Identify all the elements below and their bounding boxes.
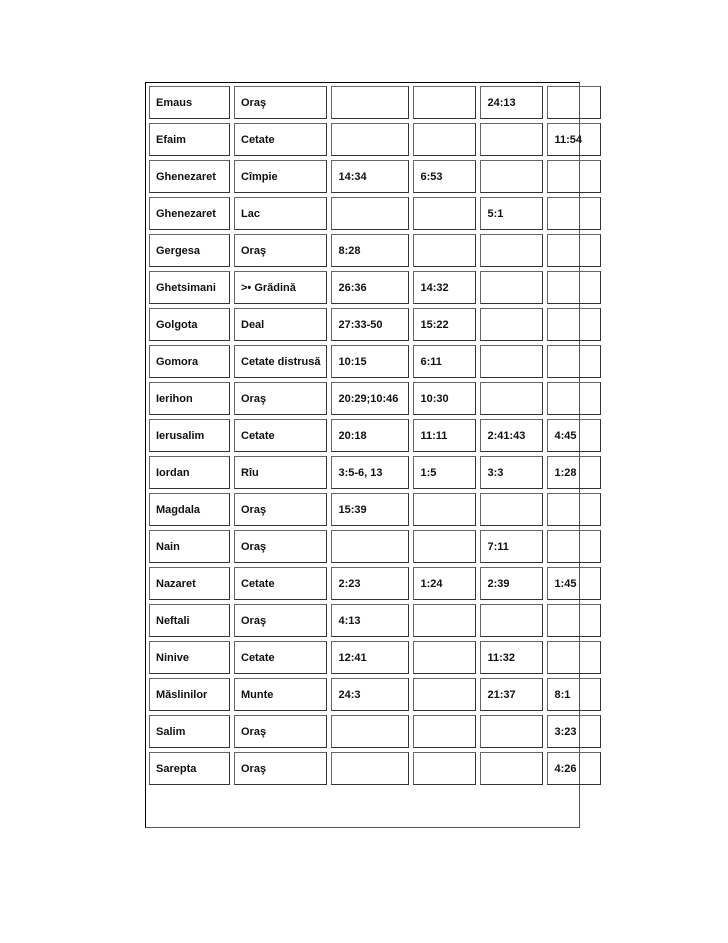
cell-ref-matei: 15:39 (331, 493, 409, 526)
cell-ref-matei: 8:28 (331, 234, 409, 267)
cell-place-type: Oraş (234, 752, 327, 785)
cell-place-name: Măslinilor (149, 678, 230, 711)
cell-ref-matei (331, 123, 409, 156)
table-row (149, 271, 601, 304)
cell-ref-marcu (413, 197, 476, 230)
cell-ref-marcu: 1:5 (413, 456, 476, 489)
cell-ref-marcu (413, 86, 476, 119)
cell-place-name: Ghenezaret (149, 197, 230, 230)
cell-ref-ioan: 3:23 (547, 715, 601, 748)
table-row (149, 308, 601, 341)
table-row (149, 123, 601, 156)
cell-place-type: Cetate (234, 419, 327, 452)
cell-ref-matei: 12:41 (331, 641, 409, 674)
cell-ref-luca (480, 271, 543, 304)
cell-place-name: Iordan (149, 456, 230, 489)
cell-place-type: Munte (234, 678, 327, 711)
cell-ref-matei: 2:23 (331, 567, 409, 600)
cell-place-type: Oraş (234, 530, 327, 563)
cell-ref-marcu (413, 123, 476, 156)
cell-ref-ioan (547, 234, 601, 267)
cell-ref-ioan (547, 308, 601, 341)
cell-place-name: Efaim (149, 123, 230, 156)
cell-ref-marcu (413, 715, 476, 748)
cell-ref-matei (331, 86, 409, 119)
cell-ref-matei: 10:15 (331, 345, 409, 378)
cell-place-type: Oraş (234, 382, 327, 415)
table-row (149, 567, 601, 600)
cell-place-type: Oraş (234, 86, 327, 119)
table-row (149, 678, 601, 711)
cell-place-name: Nain (149, 530, 230, 563)
cell-ref-matei: 20:29;10:46 (331, 382, 409, 415)
table-row (149, 752, 601, 785)
cell-ref-marcu: 1:24 (413, 567, 476, 600)
cell-ref-marcu (413, 234, 476, 267)
cell-ref-ioan (547, 345, 601, 378)
table-row (149, 197, 601, 230)
cell-ref-matei: 20:18 (331, 419, 409, 452)
cell-ref-luca: 2:41:43 (480, 419, 543, 452)
cell-ref-luca (480, 308, 543, 341)
cell-ref-matei: 24:3 (331, 678, 409, 711)
cell-ref-marcu: 14:32 (413, 271, 476, 304)
cell-ref-luca (480, 493, 543, 526)
cell-ref-matei: 26:36 (331, 271, 409, 304)
cell-ref-luca (480, 160, 543, 193)
cell-ref-ioan (547, 530, 601, 563)
places-table (145, 82, 605, 789)
cell-place-type: Cetate (234, 123, 327, 156)
cell-place-name: Ghenezaret (149, 160, 230, 193)
table-row (149, 419, 601, 452)
cell-place-type: Cetate (234, 567, 327, 600)
cell-ref-luca: 24:13 (480, 86, 543, 119)
cell-place-type: Cîmpie (234, 160, 327, 193)
cell-ref-matei: 4:13 (331, 604, 409, 637)
cell-ref-luca (480, 123, 543, 156)
table-row (149, 382, 601, 415)
table-row (149, 493, 601, 526)
cell-ref-ioan: 4:45 (547, 419, 601, 452)
table-row (149, 345, 601, 378)
places-table-body (149, 86, 601, 785)
cell-ref-matei (331, 530, 409, 563)
table-row (149, 604, 601, 637)
cell-place-type: Oraş (234, 493, 327, 526)
cell-place-name: Ierusalim (149, 419, 230, 452)
cell-place-name: Gomora (149, 345, 230, 378)
cell-ref-matei: 14:34 (331, 160, 409, 193)
cell-place-type: Cetate (234, 641, 327, 674)
cell-place-name: Golgota (149, 308, 230, 341)
cell-ref-matei (331, 752, 409, 785)
cell-ref-ioan (547, 197, 601, 230)
cell-ref-marcu: 11:11 (413, 419, 476, 452)
cell-ref-matei: 3:5-6, 13 (331, 456, 409, 489)
cell-place-name: Neftali (149, 604, 230, 637)
cell-ref-ioan (547, 86, 601, 119)
cell-place-name: Nazaret (149, 567, 230, 600)
cell-ref-marcu (413, 493, 476, 526)
cell-ref-ioan (547, 382, 601, 415)
cell-place-type: Lac (234, 197, 327, 230)
cell-ref-luca (480, 715, 543, 748)
cell-ref-luca: 7:11 (480, 530, 543, 563)
cell-place-name: Ninive (149, 641, 230, 674)
table-row (149, 456, 601, 489)
cell-ref-marcu: 6:53 (413, 160, 476, 193)
cell-ref-marcu (413, 530, 476, 563)
cell-ref-luca: 5:1 (480, 197, 543, 230)
table-row (149, 160, 601, 193)
cell-ref-luca (480, 234, 543, 267)
cell-ref-luca: 11:32 (480, 641, 543, 674)
cell-ref-ioan (547, 641, 601, 674)
cell-ref-matei (331, 197, 409, 230)
cell-ref-ioan: 1:45 (547, 567, 601, 600)
cell-place-type: Oraş (234, 234, 327, 267)
cell-ref-ioan: 8:1 (547, 678, 601, 711)
cell-ref-luca: 3:3 (480, 456, 543, 489)
cell-ref-matei (331, 715, 409, 748)
cell-place-type: Rîu (234, 456, 327, 489)
cell-ref-ioan: 11:54 (547, 123, 601, 156)
cell-ref-marcu (413, 752, 476, 785)
cell-ref-luca (480, 382, 543, 415)
cell-ref-luca: 21:37 (480, 678, 543, 711)
cell-place-name: Ierihon (149, 382, 230, 415)
cell-ref-ioan (547, 271, 601, 304)
cell-ref-marcu: 10:30 (413, 382, 476, 415)
cell-place-type: Oraş (234, 715, 327, 748)
cell-place-name: Emaus (149, 86, 230, 119)
cell-ref-ioan (547, 493, 601, 526)
cell-ref-marcu: 15:22 (413, 308, 476, 341)
cell-ref-marcu (413, 641, 476, 674)
table-row (149, 715, 601, 748)
cell-place-type: >• Grădină (234, 271, 327, 304)
cell-place-type: Deal (234, 308, 327, 341)
cell-ref-ioan: 4:26 (547, 752, 601, 785)
cell-ref-luca (480, 752, 543, 785)
cell-place-type: Cetate distrusă (234, 345, 327, 378)
cell-ref-ioan (547, 160, 601, 193)
cell-ref-luca (480, 345, 543, 378)
cell-place-type: Oraş (234, 604, 327, 637)
table-row (149, 530, 601, 563)
cell-ref-marcu (413, 604, 476, 637)
table-row (149, 641, 601, 674)
cell-ref-marcu: 6:11 (413, 345, 476, 378)
cell-ref-ioan (547, 604, 601, 637)
cell-place-name: Salim (149, 715, 230, 748)
cell-ref-matei: 27:33-50 (331, 308, 409, 341)
cell-place-name: Ghetsimani (149, 271, 230, 304)
cell-ref-marcu (413, 678, 476, 711)
cell-ref-ioan: 1:28 (547, 456, 601, 489)
cell-place-name: Magdala (149, 493, 230, 526)
cell-ref-luca: 2:39 (480, 567, 543, 600)
table-row (149, 234, 601, 267)
cell-ref-luca (480, 604, 543, 637)
table-row (149, 86, 601, 119)
cell-place-name: Sarepta (149, 752, 230, 785)
cell-place-name: Gergesa (149, 234, 230, 267)
